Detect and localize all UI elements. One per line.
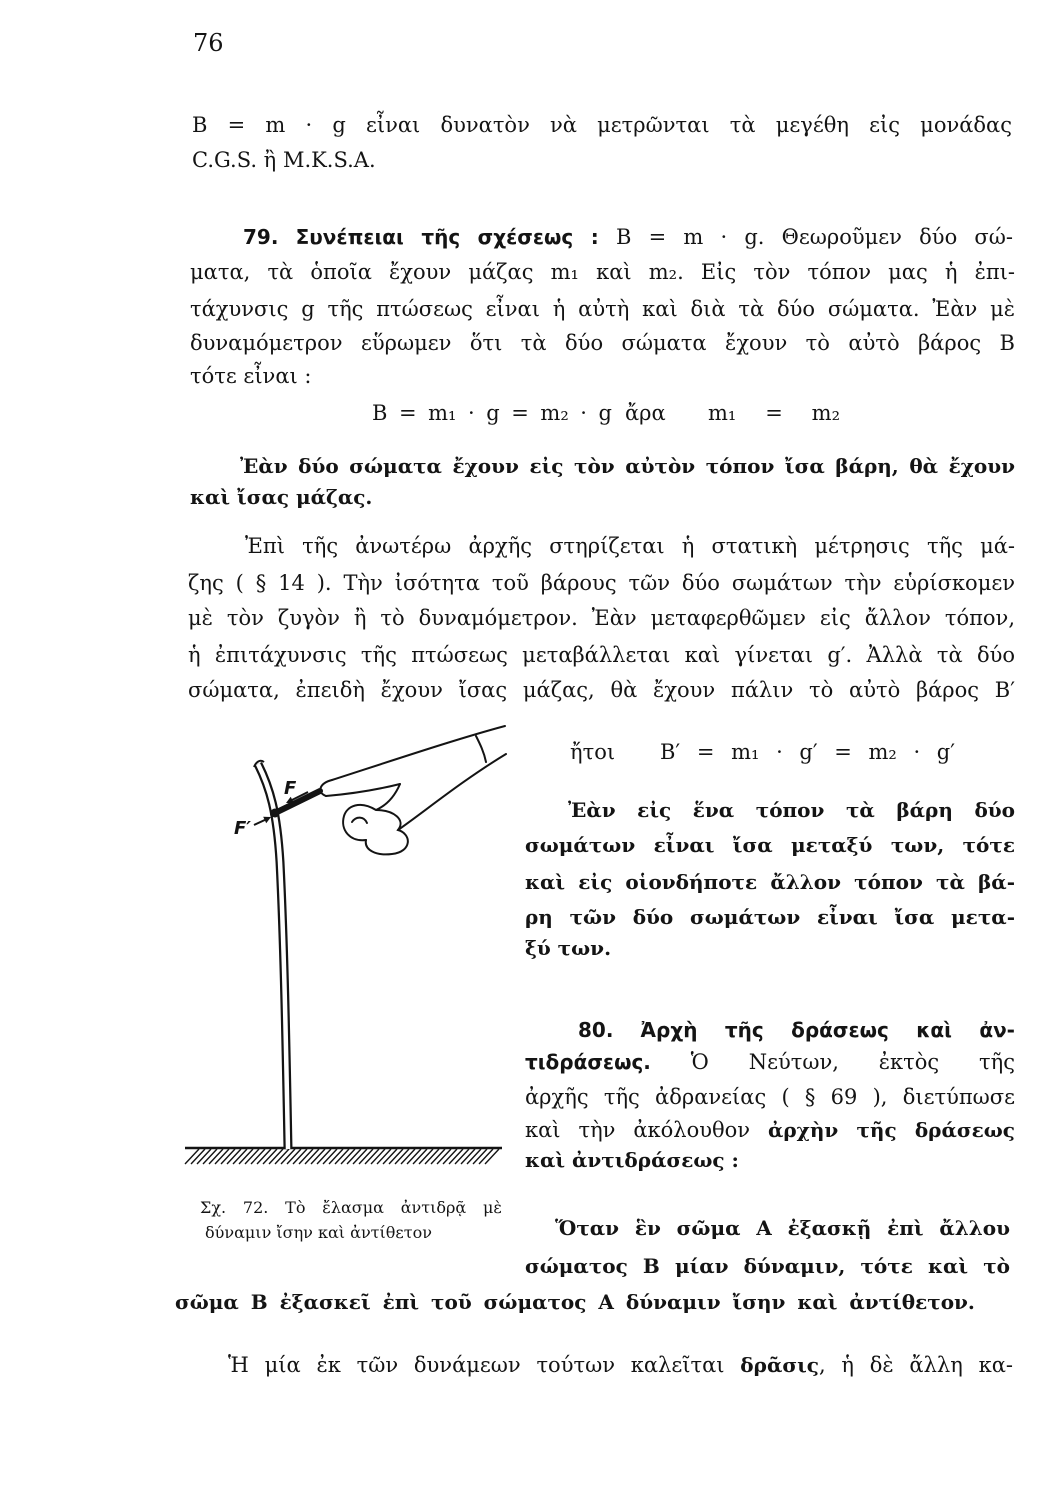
- force-label-f: F: [284, 778, 297, 799]
- section-80-line-3: ἀρχῆς τῆς ἀδρανείας ( § 69 ), διετύπωσε: [525, 1085, 1015, 1109]
- ground-hatch-line: [329, 1149, 343, 1164]
- index-finger-outline: [326, 784, 400, 796]
- ground-hatch-line: [233, 1149, 247, 1164]
- ground-hatch-line: [335, 1149, 349, 1164]
- closing-line: [228, 1350, 1013, 1380]
- ground-hatch-line: [275, 1149, 289, 1164]
- ground-hatch-line: [353, 1149, 367, 1164]
- paragraph-line-2: ζης ( § 14 ). Τὴν ἰσότητα τοῦ βάρους τῶν δύο σωμάτων τὴν εὑρίσκομεν: [188, 571, 1015, 595]
- conclusion-line-1: Ἐὰν δύο σώματα ἔχουν εἰς τὸν αὐτὸν τόπον ἴσα βάρη, θὰ ἔχουν: [240, 454, 1015, 478]
- equation-2-formula: B′ = m₁ · g′ = m₂ · g′: [660, 740, 955, 764]
- contact-point: [271, 809, 280, 818]
- ground-hatch-line: [341, 1149, 355, 1164]
- palm-lower-outline: [398, 754, 506, 830]
- fingertip-outline: [320, 780, 332, 796]
- ground-hatch-line: [293, 1149, 307, 1164]
- conclusion-2-line-1: Ἐὰν εἰς ἕνα τόπον τὰ βάρη δύο: [568, 798, 1015, 822]
- ground-hatch-line: [305, 1149, 319, 1164]
- ground-hatch-line: [323, 1149, 337, 1164]
- conclusion-2-line-5: ξύ των.: [525, 936, 612, 960]
- equation-connector: ἄρα: [625, 401, 666, 425]
- conclusion-2-line-3: καὶ εἰς οἱονδήποτε ἄλλον τόπον τὰ βά-: [525, 870, 1015, 894]
- figure-72-elastic-strip: [180, 712, 510, 1174]
- equation-masses-equal: m₁ = m₂: [708, 401, 840, 425]
- principle-line-3: σῶμα B ἐξασκεῖ ἐπὶ τοῦ σώματος A δύναμιν ἴσην καὶ ἀντίθετον.: [175, 1290, 975, 1314]
- figure-caption-line-1: Σχ. 72. Τὸ ἔλασμα ἀντιδρᾷ μὲ: [200, 1198, 502, 1217]
- section-79-first-line: [243, 222, 1013, 252]
- section-80-line-4-text: καὶ τὴν ἀκόλουθον: [525, 1118, 751, 1142]
- section-80-line-2-text: Ὁ Νεύτων, ἐκτὸς τῆς: [690, 1050, 1015, 1074]
- figure-caption-line-2: δύναμιν ἴσην καὶ ἀντίθετον: [205, 1223, 432, 1242]
- ground-hatch-line: [401, 1149, 415, 1164]
- force-label-f-prime: F′: [234, 818, 252, 839]
- equation-2-prefix: ἤτοι: [570, 740, 616, 764]
- ground-hatch-line: [431, 1149, 445, 1164]
- section-79-line-2: ματα, τὰ ὁποῖα ἔχουν μάζας m₁ καὶ m₂. Εἰς τὸν τόπον μας ἡ ἐπι-: [190, 260, 1015, 284]
- conclusion-line-2: καὶ ἴσας μάζας.: [190, 485, 373, 509]
- paragraph-line-5: σώματα, ἐπειδὴ ἔχουν ἴσας μάζας, θὰ ἔχουν πάλιν τὸ αὐτὸ βάρος B′: [188, 678, 1015, 702]
- hand-illustration: [320, 726, 506, 854]
- intro-line-1: B = m · g εἶναι δυνατὸν νὰ μετρῶνται τὰ μεγέθη εἰς μονάδας: [192, 113, 1012, 137]
- principle-line-2: σώματος B μίαν δύναμιν, τότε καὶ τὸ: [525, 1254, 1010, 1278]
- principle-line-1: Ὅταν ἓν σῶμα A ἐξασκῇ ἐπὶ ἄλλου: [555, 1216, 1010, 1240]
- equation-weights-equal: B = m₁ · g = m₂ · g: [372, 401, 612, 425]
- ground-hatch-line: [485, 1149, 499, 1164]
- ground-hatch-line: [257, 1149, 271, 1164]
- ground-hatch-line: [251, 1149, 265, 1164]
- ground-hatch-line: [263, 1149, 277, 1164]
- pushing-fingertip: [273, 791, 320, 814]
- section-79-title: Συνέπειαι τῆς σχέσεως :: [295, 225, 599, 249]
- ground-hatch-line: [191, 1149, 205, 1164]
- ground-hatch-line: [185, 1149, 199, 1164]
- ground-hatch-line: [407, 1149, 421, 1164]
- wrist-line: [476, 736, 486, 762]
- ground-hatch-line: [299, 1149, 313, 1164]
- conclusion-2-line-2: σωμάτων εἶναι ἴσα μεταξύ των, τότε: [525, 833, 1015, 857]
- ground-hatch-line: [395, 1149, 409, 1164]
- ground-hatch-line: [239, 1149, 253, 1164]
- conclusion-2-line-4: ρη τῶν δύο σωμάτων εἶναι ἴσα μετα-: [525, 905, 1015, 929]
- ground-hatch-line: [347, 1149, 361, 1164]
- ground-hatch-line: [419, 1149, 433, 1164]
- ground-hatch-line: [443, 1149, 457, 1164]
- ground-hatch-line: [209, 1149, 223, 1164]
- ground-hatch-line: [461, 1149, 475, 1164]
- ground-hatch-line: [269, 1149, 283, 1164]
- ground-hatch-line: [287, 1149, 301, 1164]
- ground-hatch-line: [221, 1149, 235, 1164]
- section-79-line-5: τότε εἶναι :: [190, 364, 312, 388]
- ground-hatch-line: [473, 1149, 487, 1164]
- ground-hatch-line: [317, 1149, 331, 1164]
- paragraph-line-4: ἡ ἐπιτάχυνσις τῆς πτώσεως μεταβάλλεται καὶ γίνεται g′. Ἀλλὰ τὰ δύο: [188, 643, 1015, 667]
- curled-fingers-outline: [366, 784, 408, 854]
- ground-hatch-line: [227, 1149, 241, 1164]
- section-80-line-2: [525, 1047, 1015, 1077]
- ground-hatch-line: [203, 1149, 217, 1164]
- ground: [185, 1148, 502, 1164]
- section-79-number: 79.: [243, 225, 279, 249]
- ground-hatch-line: [281, 1149, 295, 1164]
- ground-hatching: [185, 1149, 499, 1164]
- ground-hatch-line: [371, 1149, 385, 1164]
- ground-hatch-line: [413, 1149, 427, 1164]
- paragraph-line-3: μὲ τὸν ζυγὸν ἢ τὸ δυναμόμετρον. Ἐὰν μεταφερθῶμεν εἰς ἄλλον τόπον,: [188, 606, 1015, 630]
- page-number: 76: [193, 29, 224, 57]
- ground-hatch-line: [425, 1149, 439, 1164]
- thumb-outline: [343, 805, 376, 840]
- ground-hatch-line: [197, 1149, 211, 1164]
- ground-hatch-line: [479, 1149, 493, 1164]
- ground-hatch-line: [311, 1149, 325, 1164]
- section-80-heading-line-1: [578, 1015, 1015, 1045]
- section-79-line-4: δυναμόμετρον εὕρωμεν ὅτι τὰ δύο σώματα ἔχουν τὸ αὐτὸ βάρος B: [190, 331, 1015, 355]
- intro-line-2: C.G.S. ἢ M.K.S.A.: [192, 148, 376, 172]
- section-80-line-4: [525, 1115, 1015, 1145]
- ground-hatch-line: [437, 1149, 451, 1164]
- ground-hatch-line: [245, 1149, 259, 1164]
- ground-hatch-line: [449, 1149, 463, 1164]
- term-action: δρᾶσις: [740, 1353, 819, 1377]
- ground-hatch-line: [467, 1149, 481, 1164]
- section-80-title-part-2: τιδράσεως.: [525, 1050, 651, 1074]
- closing-line-text-before: Ἡ μία ἐκ τῶν δυνάμεων τούτων καλεῖται: [228, 1353, 725, 1377]
- principle-name-part-1: ἀρχὴν τῆς δράσεως: [767, 1118, 1015, 1142]
- ground-hatch-line: [383, 1149, 397, 1164]
- ground-hatch-line: [455, 1149, 469, 1164]
- section-79-line-3: τάχυνσις g τῆς πτώσεως εἶναι ἡ αὐτὴ καὶ διὰ τὰ δύο σώματα. Ἐὰν μὲ: [190, 297, 1015, 321]
- section-80-title-part-1: Ἀρχὴ τῆς δράσεως καὶ ἀν-: [640, 1018, 1015, 1042]
- ground-hatch-line: [359, 1149, 373, 1164]
- section-79-first-line-text: B = m · g. Θεωροῦμεν δύο σώ-: [615, 225, 1013, 249]
- ground-hatch-line: [215, 1149, 229, 1164]
- ground-hatch-line: [377, 1149, 391, 1164]
- section-80-number: 80.: [578, 1018, 614, 1042]
- closing-line-text-after: , ἡ δὲ ἄλλη κα-: [818, 1353, 1013, 1377]
- thumbnail-detail: [352, 818, 367, 823]
- principle-name-part-2: καὶ ἀντιδράσεως :: [525, 1148, 739, 1172]
- force-arrow-f-prime: [254, 817, 271, 825]
- ground-hatch-line: [389, 1149, 403, 1164]
- ground-hatch-line: [365, 1149, 379, 1164]
- paragraph-line-1: Ἐπὶ τῆς ἀνωτέρω ἀρχῆς στηρίζεται ἡ στατικὴ μέτρησις τῆς μά-: [245, 534, 1015, 558]
